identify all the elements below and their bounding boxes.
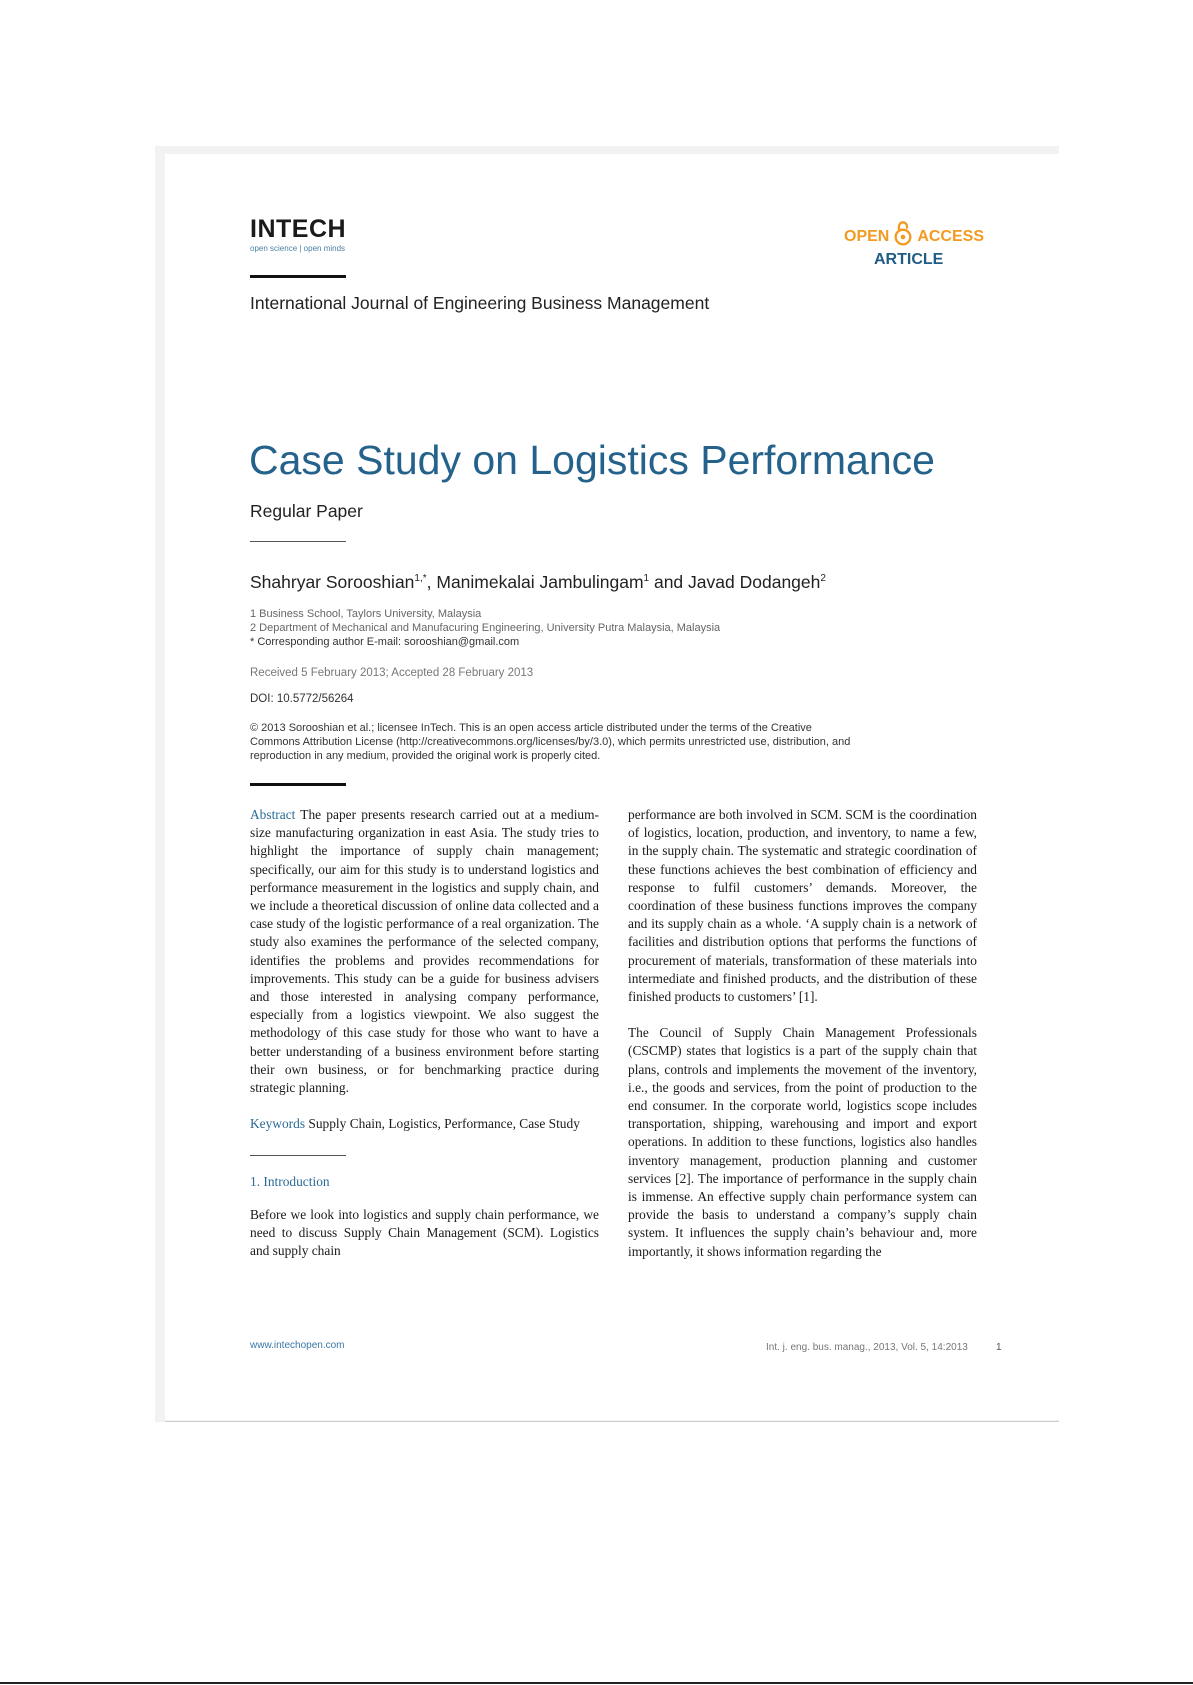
author-name: Manimekalai Jambulingam <box>436 572 644 592</box>
logo-word: INTECH <box>250 215 347 243</box>
left-column <box>250 806 599 1260</box>
author-name: Shahryar Sorooshian <box>250 572 415 592</box>
logo-divider <box>250 275 346 278</box>
journal-citation: Int. j. eng. bus. manag., 2013, Vol. 5, 14:2013 <box>766 1342 968 1353</box>
keywords-label: Keywords <box>250 1116 306 1132</box>
received-dates: Received 5 February 2013; Accepted 28 February 2013 <box>250 667 534 679</box>
author-list <box>250 572 826 593</box>
right-column <box>628 806 977 1261</box>
body-paragraph: performance are both involved in SCM. SCM is the coordination of logistics, location, production, and inventory, to name a few, in the supply chain. The systematic and strategic coordination of these functions achieves the best combination of efficiency and response to fulfil customers’ demands. Moreover, the coordination of these business functions improves the company and its supply chain as a whole. ‘A supply chain is a network of facilities and distribution options that performs the functions of procurement of materials, transformation of these materials into intermediate and finished products, and the distribution of these finished products to customers’ [1]. <box>628 807 977 1005</box>
paper-title: Case Study on Logistics Performance <box>249 437 935 483</box>
oa-open-label: OPEN <box>844 228 890 245</box>
bottom-edge-line <box>0 1682 1193 1684</box>
oa-access-label: ACCESS <box>917 228 984 245</box>
keywords <box>250 1115 599 1133</box>
author-separator: and <box>649 572 689 592</box>
body-paragraph: The Council of Supply Chain Management Professionals (CSCMP) states that logistics is a part of the supply chain that plans, controls and implements the movement of the inventory, i.e., the goods and services, from the point of production to the end consumer. In the corporate world, logistics scope includes transportation, shipping, warehousing and import and export operations. In addition to these functions, logistics also handles inventory management, production planning and customer services [2]. The importance of performance in the supply chain is immense. An effective supply chain performance system can provide the basis to understand a company’s supply chain system. It influences the supply chain’s behaviour and, more importantly, it shows information regarding the <box>628 1025 977 1259</box>
journal-name: International Journal of Engineering Business Management <box>250 293 710 313</box>
logo-tagline: open science | open minds <box>250 244 346 253</box>
page-edge <box>165 1421 1059 1422</box>
intro-paragraph: Before we look into logistics and supply chain performance, we need to discuss Supply Chain Management (SCM). Logistics and supply chain <box>250 1206 599 1259</box>
author-affil-mark: 1 <box>643 573 650 585</box>
license-statement: © 2013 Sorooshian et al.; licensee InTech. This is an open access article distributed under the terms of the Creative Commons Attribution License (http://creativecommons.org/licenses/by/3.0), which permits unrestricted use, distribution, and reproduction in any medium, provided the original work is properly cited. <box>250 722 851 762</box>
doi: DOI: 10.5772/56264 <box>250 693 354 705</box>
abstract-text: The paper presents research carried out at a medium-size manufacturing organization in east Asia. The study tries to highlight the importance of supply chain management; specifically, our aim for this study is to understand logistics and performance measurement in the logistics and supply chain, and we include a theoretical discussion of online data collected and a case study of the logistic performance of a real organization. The study also examines the performance of the selected company, identifies the problems and provides recommendations for improvements. This study can be a guide for business advisers and those interested in analysing company performance, especially from a logistics viewpoint. We also suggest the methodology of this case study for those who want to have a better understanding of a business environment before starting their own business, or for benchmarking practice during strategic planning. <box>250 807 599 1096</box>
page-number: 1 <box>996 1342 1002 1353</box>
affiliation: 2 Department of Mechanical and Manufacuring Engineering, University Putra Malaysia, Malaysia <box>250 622 721 634</box>
author-separator: , <box>426 572 437 592</box>
author-affil-mark: 1,* <box>414 573 427 585</box>
publisher-url: www.intechopen.com <box>250 1340 345 1351</box>
author-name: Javad Dodangeh <box>688 572 821 592</box>
keywords-divider <box>250 1155 346 1156</box>
open-lock-icon <box>893 213 913 253</box>
affiliation: 1 Business School, Taylors University, Malaysia <box>250 608 482 620</box>
abstract <box>250 806 599 1097</box>
abstract-label: Abstract <box>250 807 296 822</box>
oa-article-label: ARTICLE <box>874 251 944 268</box>
affiliations <box>250 607 720 649</box>
title-divider <box>250 541 346 542</box>
keywords-text: Supply Chain, Logistics, Performance, Case Study <box>305 1116 580 1132</box>
intech-logo <box>250 217 346 253</box>
section-heading: 1. Introduction <box>250 1174 330 1190</box>
corresponding-author: * Corresponding author E-mail: sorooshian@gmail.com <box>250 636 520 648</box>
paper-type: Regular Paper <box>250 501 363 521</box>
header-divider <box>250 783 346 786</box>
author-affil-mark: 2 <box>820 573 826 585</box>
open-access-badge <box>844 217 984 269</box>
